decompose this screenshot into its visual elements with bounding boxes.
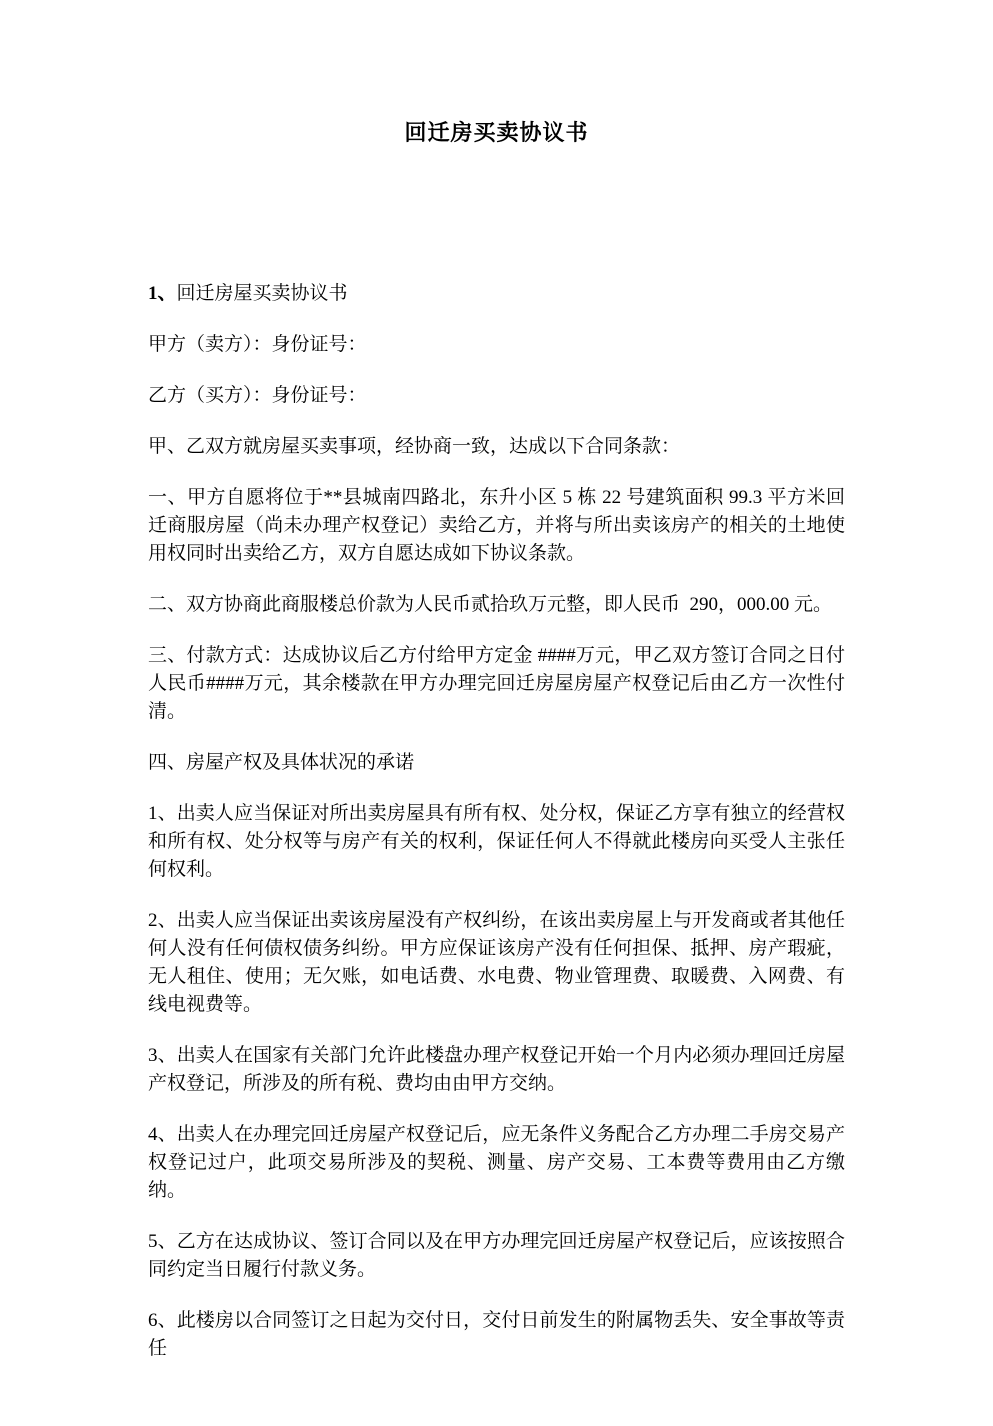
section-heading-number: 1、 (148, 283, 177, 304)
clause-4-item-1: 1、出卖人应当保证对所出卖房屋具有所有权、处分权，保证乙方享有独立的经营权和所有权、处分权等与房产有关的权利，保证任何人不得就此楼房向买受人主张任何权利。 (148, 803, 845, 880)
clause-4-item-3: 3、出卖人在国家有关部门允许此楼盘办理产权登记开始一个月内必须办理回迁房屋产权登记，所涉及的所有税、费均由由甲方交纳。 (148, 1045, 845, 1094)
clause-4-item-4: 4、出卖人在办理完回迁房屋产权登记后，应无条件义务配合乙方办理二手房交易产权登记过户，此项交易所涉及的契税、测量、房产交易、工本费等费用由乙方缴纳。 (148, 1124, 845, 1201)
clause-3-paragraph: 三、付款方式：达成协议后乙方付给甲方定金 ####万元，甲乙双方签订合同之日付人民币####万元，其余楼款在甲方办理完回迁房屋房屋产权登记后由乙方一次性付清。 (148, 645, 845, 722)
section-heading-1 (148, 280, 845, 308)
clause-2-paragraph: 二、双方协商此商服楼总价款为人民币贰拾玖万元整，即人民币 290，000.00 元。 (148, 594, 833, 615)
document-body (148, 280, 845, 1363)
clause-4-heading: 四、房屋产权及具体状况的承诺 (148, 752, 415, 773)
clause-4-item-5: 5、乙方在达成协议、签订合同以及在甲方办理完回迁房屋产权登记后，应该按照合同约定当日履行付款义务。 (148, 1231, 845, 1280)
party-b-line: 乙方（买方）：身份证号： (148, 385, 367, 406)
section-heading-text: 回迁房屋买卖协议书 (176, 283, 348, 304)
clause-4-item-2: 2、出卖人应当保证出卖该房屋没有产权纠纷，在该出卖房屋上与开发商或者其他任何人没有任何债权债务纠纷。甲方应保证该房产没有任何担保、抵押、房产瑕疵，无人租住、使用；无欠账，如电话费、水电费、物业管理费、取暖费、入网费、有线电视费等。 (148, 910, 845, 1015)
preamble-paragraph: 甲、乙双方就房屋买卖事项，经协商一致，达成以下合同条款： (148, 436, 681, 457)
clause-4-item-6: 6、此楼房以合同签订之日起为交付日，交付日前发生的附属物丢失、安全事故等责任 (148, 1310, 845, 1359)
party-a-line: 甲方（卖方）：身份证号： (148, 334, 367, 355)
document-title: 回迁房买卖协议书 (404, 120, 589, 145)
clause-1-paragraph: 一、甲方自愿将位于**县城南四路北，东升小区 5 栋 22 号建筑面积 99.3 平方米回迁商服房屋（尚未办理产权登记）卖给乙方，并将与所出卖该房产的相关的土地使用权同时出卖给乙方，双方自愿达成如下协议条款。 (148, 487, 845, 564)
